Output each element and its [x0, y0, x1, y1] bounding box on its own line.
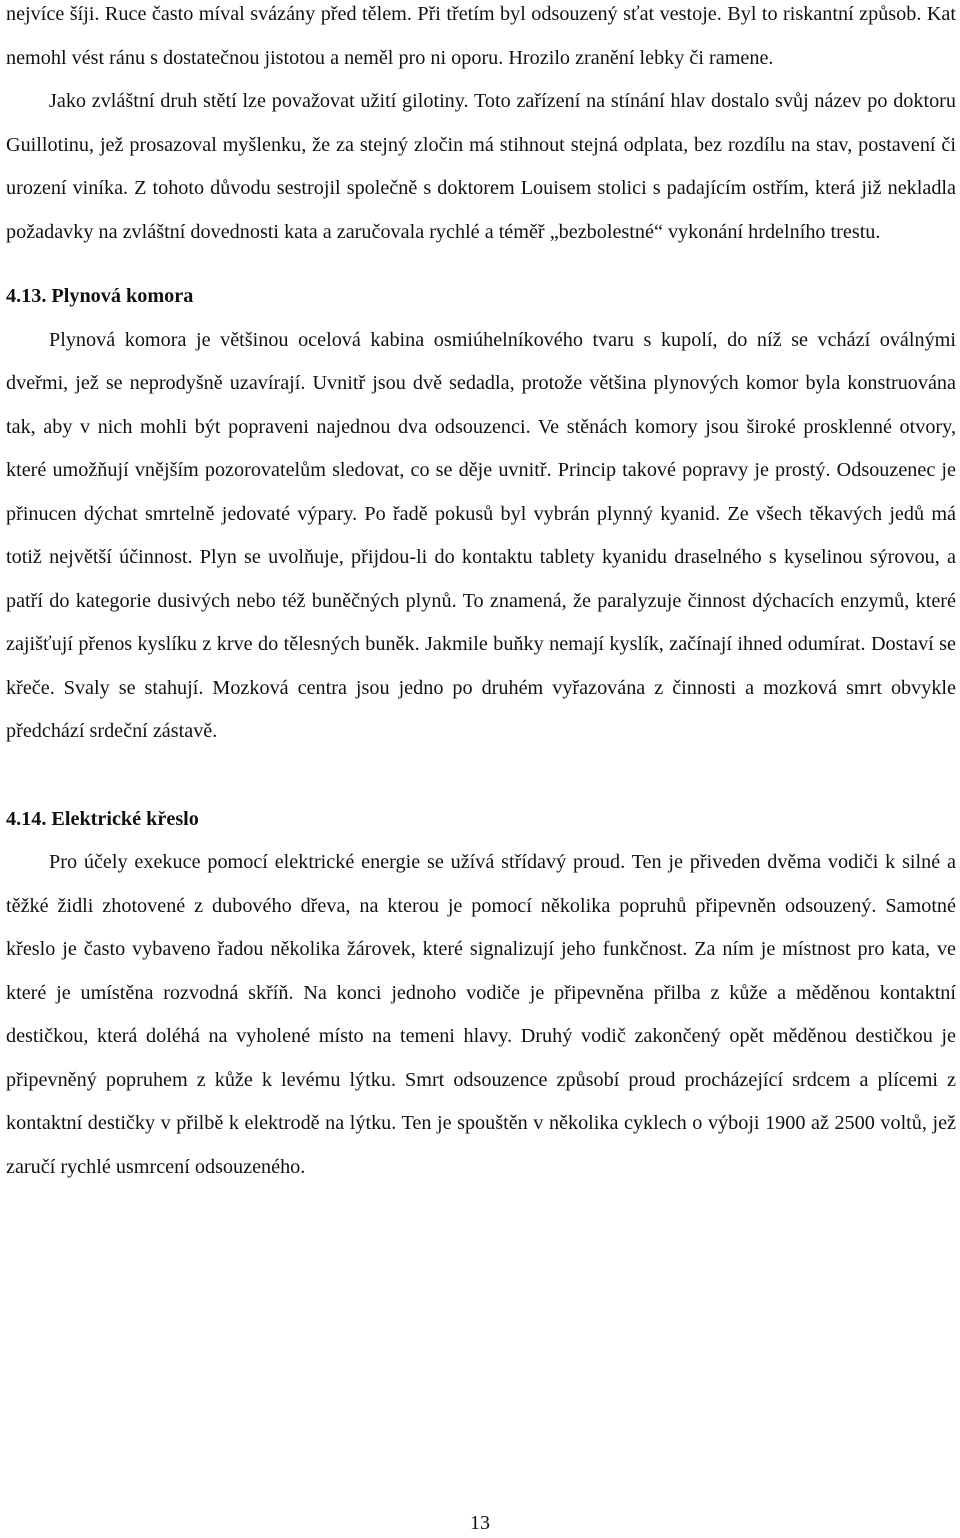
- section-heading-gas-chamber: 4.13. Plynová komora: [6, 285, 194, 307]
- document-page: [6, 0, 956, 1189]
- paragraph-guillotine: Jako zvláštní druh stětí lze považovat užití gilotiny. Toto zařízení na stínání hlav dostalo svůj název po doktoru Guillotinu, jež prosazoval myšlenku, že za stejný zločin má stihnout stejná odplata, bez rozdílu na stav, postavení či urození viníka. Z tohoto důvodu sestrojil společně s doktorem Louisem stolici s padajícím ostřím, která již nekladla požadavky na zvláštní dovednosti kata a zaručovala rychlé a téměř „bezbolestné“ vykonání hrdelního trestu.: [6, 90, 956, 243]
- paragraph-electric-chair: Pro účely exekuce pomocí elektrické energie se užívá střídavý proud. Ten je přiveden dvěma vodiči k silné a těžké židli zhotovené z dubového dřeva, na kterou je pomocí několika popruhů připevněn odsouzený. Samotné křeslo je často vybaveno řadou několika žárovek, které signalizují jeho funkčnost. Za ním je místnost pro kata, ve které je umístěna rozvodná skříň. Na konci jednoho vodiče je připevněna přilba z kůže a měděnou kontaktní destičkou, která doléhá na vyholené místo na temeni hlavy. Druhý vodič zakončený opět měděnou destičkou je připevněný popruhem z kůže k levému lýtku. Smrt odsouzence způsobí proud procházející srdcem a plícemi z kontaktní destičky v přilbě k elektrodě na lýtku. Ten je spouštěn v několika cyklech o výboji 1900 až 2500 voltů, jež zaručí rychlé usmrcení odsouzeného.: [6, 851, 956, 1178]
- paragraph-gas-chamber: Plynová komora je většinou ocelová kabina osmiúhelníkového tvaru s kupolí, do níž se vchází oválnými dveřmi, jež se neprodyšně uzavírají. Uvnitř jsou dvě sedadla, protože většina plynových komor byla konstruována tak, aby v nich mohli být popraveni najednou dva odsouzenci. Ve stěnách komory jsou široké prosklenné otvory, které umožňují vnějším pozorovatelům sledovat, co se děje uvnitř. Princip takové popravy je prostý. Odsouzenec je přinucen dýchat smrtelně jedovaté výpary. Po řadě pokusů byl vybrán plynný kyanid. Ze všech těkavých jedů má totiž největší účinnost. Plyn se uvolňuje, přijdou-li do kontaktu tablety kyanidu draselného s kyselinou sýrovou, a patří do kategorie dusivých nebo též buněčných plynů. To znamená, že paralyzuje činnost dýchacích enzymů, které zajišťují přenos kyslíku z krve do tělesných buněk. Jakmile buňky nemají kyslík, začínají ihned odumírat. Dostaví se křeče. Svaly se stahují. Mozková centra jsou jedno po druhém vyřazována z činnosti a mozková smrt obvykle předchází srdeční zástavě.: [6, 328, 956, 742]
- paragraph-continuation: nejvíce šíji. Ruce často míval svázány před tělem. Při třetím byl odsouzený sťat vestoje. Byl to riskantní způsob. Kat nemohl vést ránu s dostatečnou jistotou a neměl pro ni oporu. Hrozilo zranění lebky či ramene.: [6, 3, 956, 69]
- section-heading-electric-chair: 4.14. Elektrické křeslo: [6, 807, 199, 830]
- page-number: 13: [470, 1512, 490, 1534]
